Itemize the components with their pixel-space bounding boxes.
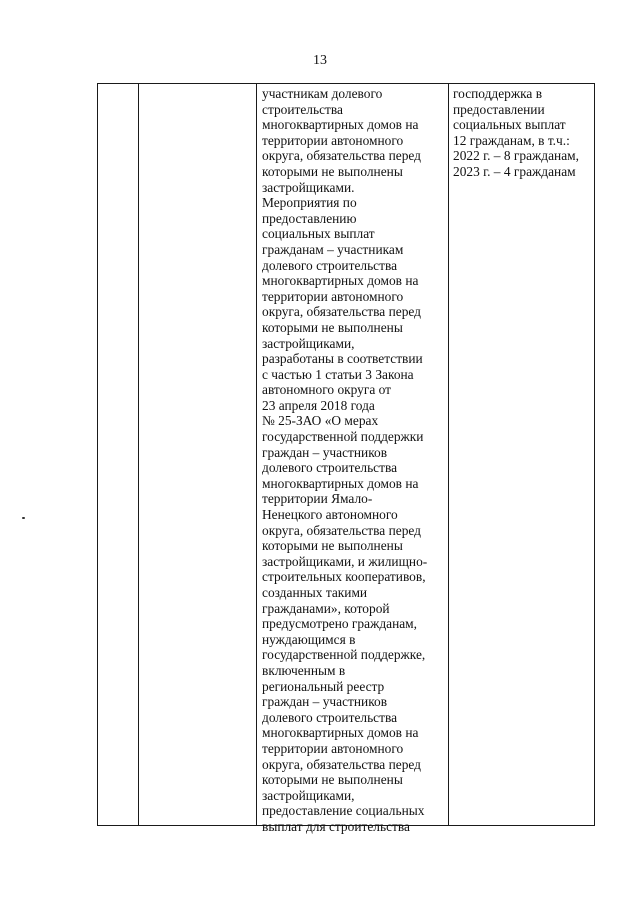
page-number: 13 — [313, 53, 327, 68]
column-divider — [138, 84, 139, 825]
table — [97, 83, 595, 834]
table-cell-description: участникам долевого строительства многоквартирных домов на территории автономного округа, обязательства перед которыми не выполнены застройщиками. Мероприятия по предоставлению социальных выплат гражданам – участникам долевого строительства многоквартирных домов на территории автономного округа, обязательства перед которыми не выполнены застройщиками, разработаны в соответствии с частью 1 статьи 3 Закона автономного округа от 23 апреля 2018 года № 25-ЗАО «О мерах государственной поддержки граждан – участников долевого строительства многоквартирных домов на территории Ямало- Ненецкого автономного округа, обязательства перед которыми не выполнены застройщиками, и жилищно- строительных кооперативов, созданных такими гражданами», которой предусмотрено гражданам, нуждающимся в государственной поддержке, включенным в региональный реестр граждан – участников долевого строительства многоквартирных домов на территории автономного округа, обязательства перед которыми не выполнены застройщиками, предоставление социальных выплат для строительства — [262, 86, 428, 834]
column-divider — [448, 84, 449, 825]
scan-artifact — [22, 517, 25, 519]
table-cell-result: господдержка в предоставлении социальных выплат 12 гражданам, в т.ч.: 2022 г. – 8 гражданам, 2023 г. – 4 гражданам — [453, 86, 579, 179]
column-divider — [256, 84, 257, 825]
